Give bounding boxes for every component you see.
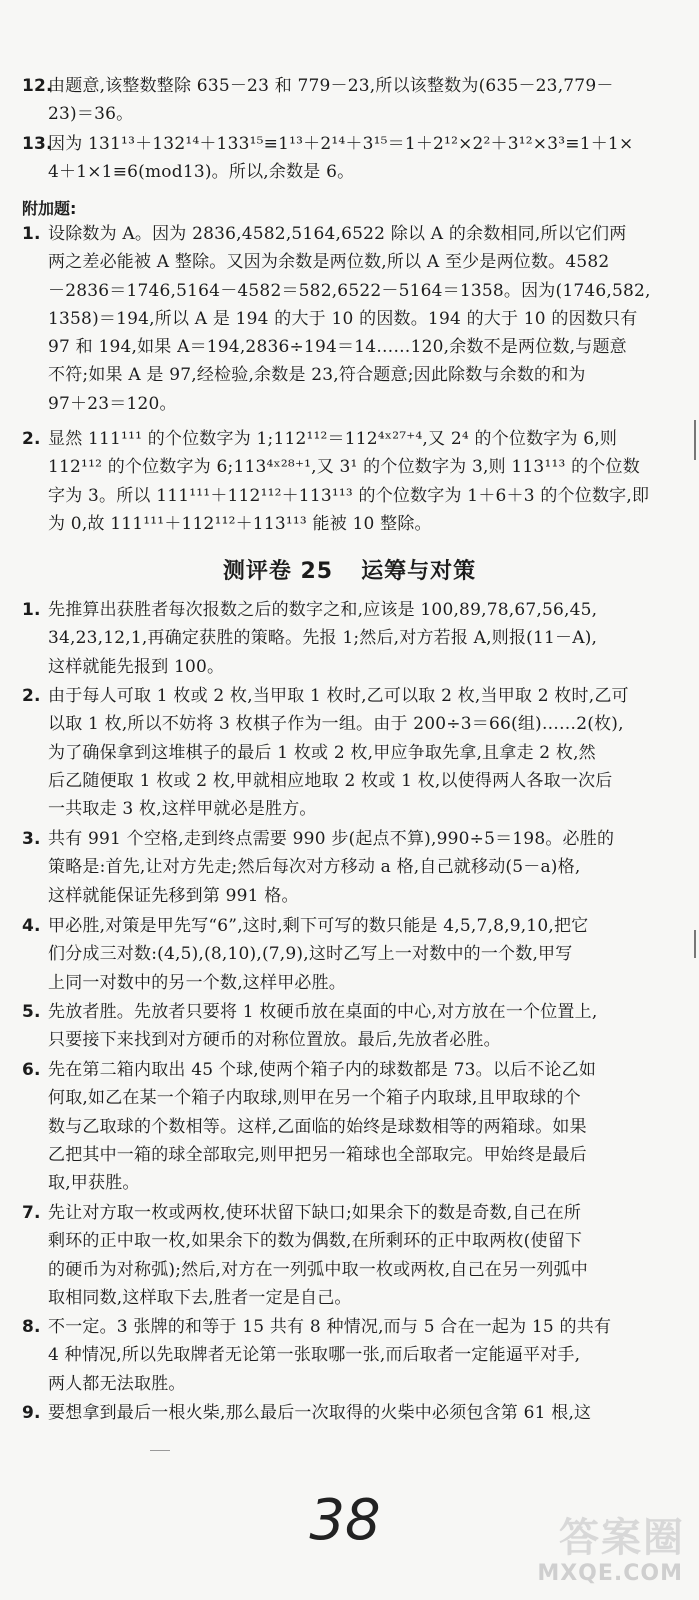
problem-text-line: 4 种情况,所以先取牌者无论第一张取哪一张,而后取者一定能逼平对手, — [48, 1345, 581, 1366]
problem-text-line: 上同一对数中的另一个数,这样甲必胜。 — [48, 972, 347, 993]
problem-number: 8. — [22, 1317, 41, 1337]
answer-6 — [22, 1056, 670, 1197]
problem-text-line: 要想拿到最后一根火柴,那么最后一次取得的火柴中必须包含第 61 根,这 — [48, 1403, 592, 1423]
problem-text-line: 这样就能保证先移到第 991 格。 — [48, 885, 299, 906]
problem-text-line: 显然 111¹¹¹ 的个位数字为 1;112¹¹²＝112⁴ˣ²⁷⁺⁴,又 2⁴ 的个位数字为 6,则 — [48, 429, 618, 449]
problem-text-line: 共有 991 个空格,走到终点需要 990 步(起点不算),990÷5＝198。必胜的 — [48, 829, 615, 849]
problem-number: 12. — [22, 76, 53, 96]
answer-3 — [22, 825, 670, 910]
watermark-url: MXQE.COM — [537, 1561, 683, 1586]
handwritten-page-number: 38 — [309, 1488, 381, 1553]
watermark — [493, 1506, 693, 1586]
stray-pencil-mark — [150, 1450, 170, 1451]
problem-text-line: 1358)＝194,所以 A 是 194 的大于 10 的因数。194 的大于 10 的因数只有 — [48, 308, 638, 329]
problem-number: 4. — [22, 916, 41, 936]
problem-text-line: 们分成三对数:(4,5),(8,10),(7,9),这时乙写上一对数中的一个数,甲写 — [48, 944, 573, 965]
answer-1 — [22, 596, 670, 681]
problem-text-line: 一共取走 3 枚,这样甲就必是胜方。 — [48, 799, 317, 820]
problem-13 — [22, 130, 670, 187]
problem-text-line: 先放者胜。先放者只要将 1 枚硬币放在桌面的中心,对方放在一个位置上, — [48, 1002, 598, 1022]
page-edge-mark — [694, 930, 696, 958]
watermark-logo: 答案圈 — [559, 1515, 685, 1561]
problem-text-line: －2836＝1746,5164－4582＝582,6522－5164＝1358。因为(1746,582, — [48, 280, 651, 301]
problem-text-line: 不符;如果 A 是 97,经检验,余数是 23,符合题意;因此除数与余数的和为 — [48, 365, 586, 386]
problem-number: 1. — [22, 600, 41, 620]
problem-text-line: 先在第二箱内取出 45 个球,使两个箱子内的球数都是 73。以后不论乙如 — [48, 1060, 597, 1080]
problem-number: 2. — [22, 686, 41, 706]
problem-text-line: 的硬币为对称弧);然后,对方在一列弧中取一枚或两枚,自己在另一列弧中 — [48, 1259, 588, 1280]
problem-text-line: 策略是:首先,让对方先走;然后每次对方移动 a 格,自己就移动(5－a)格, — [48, 857, 581, 878]
problem-text-line: 为了确保拿到这堆棋子的最后 1 枚或 2 枚,甲应争取先拿,且拿走 2 枚,然 — [48, 742, 596, 763]
problem-text-line: 不一定。3 张牌的和等于 15 共有 8 种情况,而与 5 合在一起为 15 的共有 — [48, 1317, 612, 1337]
problem-text-line: 数与乙取球的个数相等。这样,乙面临的始终是球数相等的两箱球。如果 — [48, 1116, 587, 1137]
problem-text-line: 因为 131¹³＋132¹⁴＋133¹⁵≡1¹³＋2¹⁴＋3¹⁵＝1＋2¹²×2²＋3¹²×3³≡1＋1× — [48, 134, 634, 154]
problem-text-line: 这样就能先报到 100。 — [48, 656, 225, 677]
problem-text-line: 设除数为 A。因为 2836,4582,5164,6522 除以 A 的余数相同,所以它们两 — [48, 224, 627, 244]
chapter-label: 测评卷 25 — [222, 559, 334, 584]
problem-text-line: 先让对方取一枚或两枚,使环状留下缺口;如果余下的数是奇数,自己在所 — [48, 1203, 582, 1223]
problem-text-line: 剩环的正中取一枚,如果余下的数为偶数,在所剩环的正中取两枚(使留下 — [48, 1231, 583, 1252]
problem-text-line: 112¹¹² 的个位数字为 6;113⁴ˣ²⁸⁺¹,又 3¹ 的个位数字为 3,则 113¹¹³ 的个位数 — [48, 457, 640, 478]
problem-number: 6. — [22, 1060, 41, 1080]
problem-text-line: 只要接下来找到对方硬币的对称位置放。最后,先放者必胜。 — [48, 1030, 501, 1051]
bonus-problem-1 — [22, 220, 670, 418]
problem-number: 2. — [22, 429, 41, 449]
problem-text-line: 先推算出获胜者每次报数之后的数字之和,应该是 100,89,78,67,56,45, — [48, 600, 598, 620]
problem-text-line: 甲必胜,对策是甲先写“6”,这时,剩下可写的数只能是 4,5,7,8,9,10,把它 — [48, 916, 589, 936]
page-edge-mark — [694, 420, 696, 460]
problem-text-line: 以取 1 枚,所以不妨将 3 枚棋子作为一组。由于 200÷3＝66(组)……2(枚), — [48, 714, 624, 735]
bonus-section-heading: 附加题: — [22, 199, 77, 218]
problem-12 — [22, 72, 670, 129]
problem-text-line: 两之差必能被 A 整除。又因为余数是两位数,所以 A 至少是两位数。4582 — [48, 252, 610, 273]
problem-text-line: 4＋1×1≡6(mod13)。所以,余数是 6。 — [48, 162, 355, 183]
answer-8 — [22, 1313, 670, 1398]
problem-text-line: 取,甲获胜。 — [48, 1173, 140, 1194]
problem-text-line: 为 0,故 111¹¹¹＋112¹¹²＋113¹¹³ 能被 10 整除。 — [48, 513, 432, 534]
problem-number: 1. — [22, 224, 41, 244]
problem-number: 9. — [22, 1403, 41, 1423]
bonus-problem-2 — [22, 425, 670, 538]
problem-text-line: 由于每人可取 1 枚或 2 枚,当甲取 1 枚时,乙可以取 2 枚,当甲取 2 枚时,乙可 — [48, 686, 629, 706]
problem-text-line: 取相同数,这样取下去,胜者一定是自己。 — [48, 1287, 352, 1308]
problem-text-line: 23)＝36。 — [48, 104, 134, 125]
answer-4 — [22, 912, 670, 997]
chapter-topic: 运筹与对策 — [361, 559, 477, 584]
problem-text-line: 两人都无法取胜。 — [48, 1373, 186, 1394]
problem-number: 5. — [22, 1002, 41, 1022]
problem-text-line: 乙把其中一箱的球全部取完,则甲把另一箱球也全部取完。甲始终是最后 — [48, 1144, 587, 1165]
problem-text-line: 97＋23＝120。 — [48, 393, 177, 414]
problem-text-line: 由题意,该整数整除 635－23 和 779－23,所以该整数为(635－23,779－ — [48, 76, 614, 96]
problem-text-line: 何取,如乙在某一个箱子内取球,则甲在另一个箱子内取球,且甲取球的个 — [48, 1088, 581, 1109]
problem-number: 7. — [22, 1203, 41, 1223]
problem-text-line: 后乙随便取 1 枚或 2 枚,甲就相应地取 2 枚或 1 枚,以使得两人各取一次后 — [48, 770, 613, 791]
answer-7 — [22, 1199, 670, 1312]
problem-text-line: 97 和 194,如果 A＝194,2836÷194＝14……120,余数不是两位数,与题意 — [48, 337, 627, 358]
answer-2 — [22, 682, 670, 823]
problem-text-line: 34,23,12,1,再确定获胜的策略。先报 1;然后,对方若报 A,则报(11－A), — [48, 628, 598, 649]
answer-9 — [22, 1399, 670, 1427]
problem-text-line: 字为 3。所以 111¹¹¹＋112¹¹²＋113¹¹³ 的个位数字为 1＋6＋3 的个位数字,即 — [48, 485, 650, 506]
problem-number: 13. — [22, 134, 53, 154]
answer-5 — [22, 998, 670, 1055]
chapter-title — [0, 554, 699, 585]
problem-number: 3. — [22, 829, 41, 849]
